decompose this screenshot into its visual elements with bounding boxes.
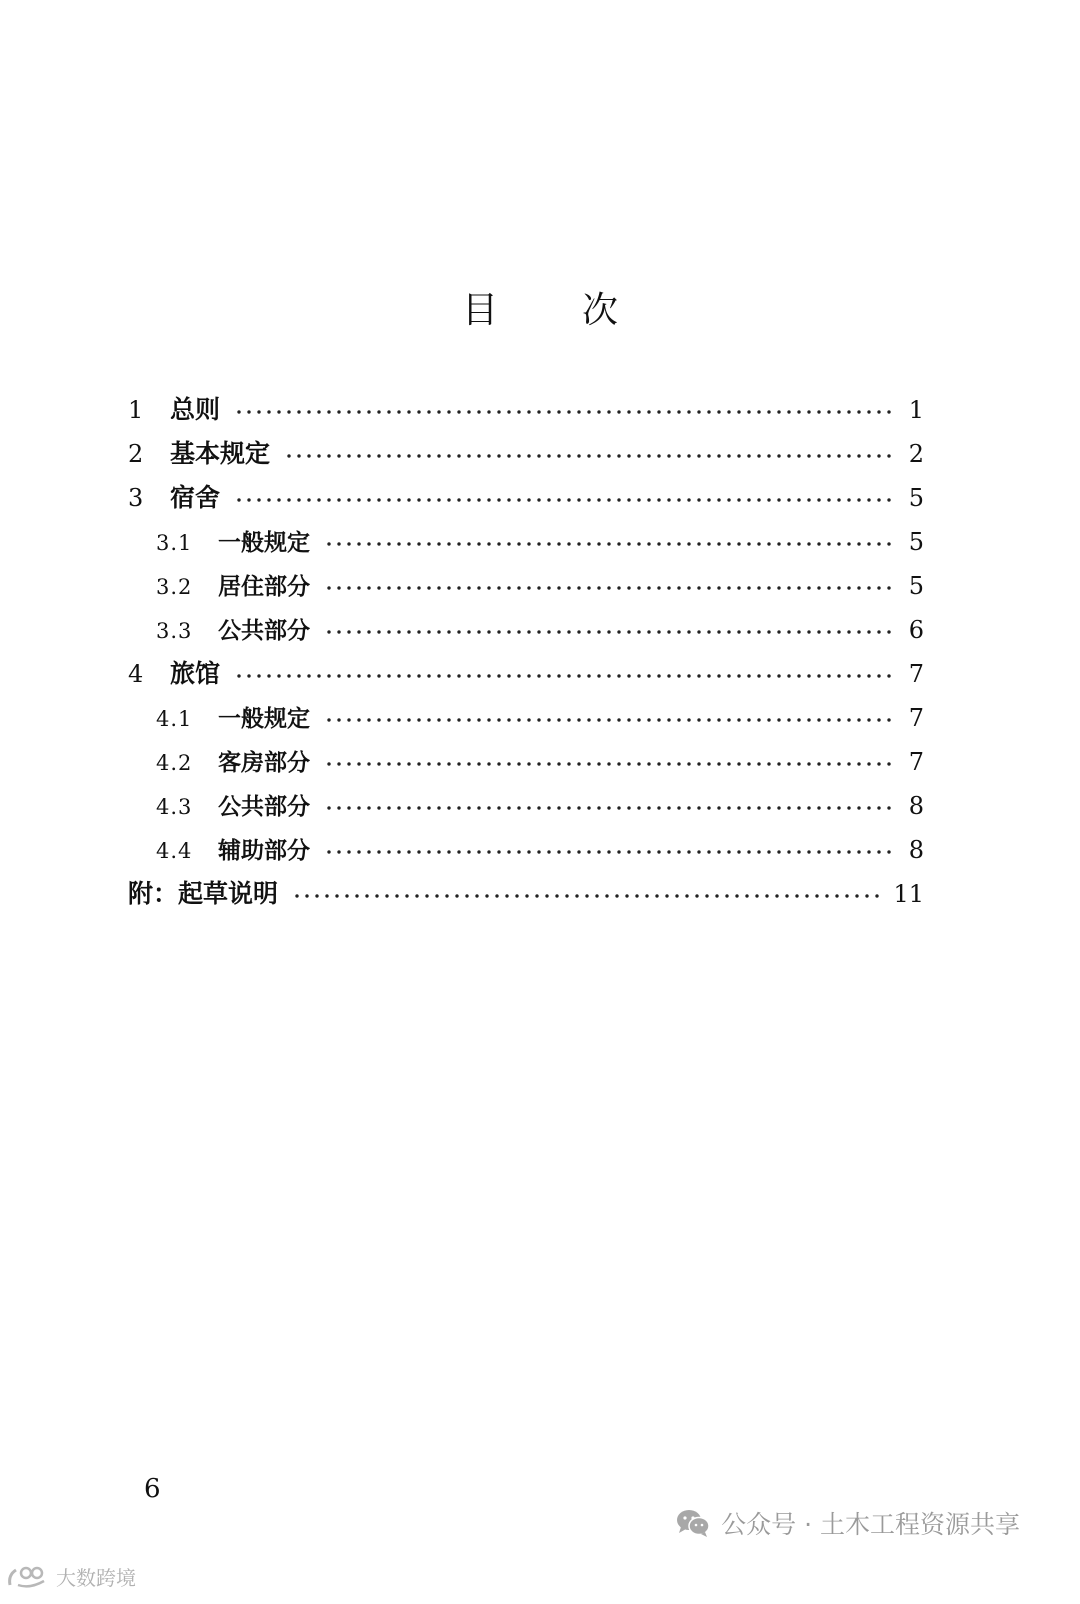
page-number: 6 bbox=[144, 1474, 161, 1504]
toc-entry-page: 8 bbox=[908, 792, 924, 820]
toc-entry-page: 1 bbox=[908, 396, 924, 424]
toc-entry-number: 3.3 bbox=[156, 619, 193, 643]
toc-entry-number: 2 bbox=[128, 440, 144, 468]
toc-entry bbox=[128, 740, 924, 784]
toc-entry-number: 3.2 bbox=[156, 575, 193, 599]
toc-entry-page: 5 bbox=[908, 484, 924, 512]
toc-entry-number: 4.3 bbox=[156, 795, 193, 819]
toc-entry-page: 11 bbox=[893, 880, 924, 908]
title-char-1: 目 bbox=[461, 290, 498, 331]
wechat-icon bbox=[675, 1508, 711, 1538]
toc-leader-dots bbox=[284, 454, 892, 458]
toc-entry-page: 6 bbox=[908, 616, 924, 644]
toc-entry-page: 7 bbox=[908, 704, 924, 732]
toc-entry bbox=[128, 828, 924, 872]
toc-leader-dots bbox=[324, 762, 892, 766]
toc-entry-label: 基本规定 bbox=[170, 439, 271, 468]
toc-entry-number: 4 bbox=[128, 660, 144, 688]
toc-entry-label: 附：起草说明 bbox=[128, 879, 279, 908]
toc-entry-number: 4.2 bbox=[156, 751, 193, 775]
toc-leader-dots bbox=[324, 806, 892, 810]
toc-entry bbox=[128, 520, 924, 564]
toc-entry-label: 居住部分 bbox=[218, 573, 310, 600]
toc-entry-label: 客房部分 bbox=[218, 749, 310, 776]
page-title bbox=[0, 282, 1080, 333]
toc-entry-label: 宿舍 bbox=[170, 483, 221, 512]
watermark-text: 公众号 · 土木工程资源共享 bbox=[721, 1510, 1020, 1539]
toc-leader-dots bbox=[234, 498, 892, 502]
toc-leader-dots bbox=[324, 542, 892, 546]
brand-logo-icon bbox=[6, 1565, 54, 1589]
toc-entry-number: 1 bbox=[128, 396, 144, 424]
toc-entry bbox=[128, 652, 924, 696]
toc-entry bbox=[128, 872, 924, 916]
toc-entry bbox=[128, 608, 924, 652]
toc-entry-label: 公共部分 bbox=[218, 793, 310, 820]
toc-entry-page: 7 bbox=[908, 748, 924, 776]
toc-entry-label: 一般规定 bbox=[218, 705, 310, 732]
toc-entry bbox=[128, 476, 924, 520]
toc-entry-number: 4.1 bbox=[156, 707, 193, 731]
toc-leader-dots bbox=[234, 674, 892, 678]
toc-leader-dots bbox=[234, 410, 892, 414]
toc-entry-label: 公共部分 bbox=[218, 617, 310, 644]
toc-entry-number: 4.4 bbox=[156, 839, 193, 863]
toc-leader-dots bbox=[324, 718, 892, 722]
toc-entry bbox=[128, 432, 924, 476]
toc-leader-dots bbox=[324, 850, 892, 854]
watermark bbox=[675, 1505, 1020, 1541]
toc-entry-number: 3.1 bbox=[156, 531, 193, 555]
toc-entry-page: 7 bbox=[908, 660, 924, 688]
table-of-contents bbox=[128, 388, 924, 916]
toc-leader-dots bbox=[324, 586, 892, 590]
toc-entry-page: 5 bbox=[908, 528, 924, 556]
toc-entry-label: 总则 bbox=[170, 395, 221, 424]
toc-entry bbox=[128, 388, 924, 432]
toc-entry-page: 5 bbox=[908, 572, 924, 600]
toc-entry bbox=[128, 696, 924, 740]
toc-entry-number: 3 bbox=[128, 484, 144, 512]
title-char-2: 次 bbox=[582, 290, 619, 331]
brand-logo-text: 大数跨境 bbox=[56, 1566, 136, 1590]
toc-entry-label: 一般规定 bbox=[218, 529, 310, 556]
toc-entry-label: 辅助部分 bbox=[218, 837, 310, 864]
toc-entry-page: 2 bbox=[908, 440, 924, 468]
toc-leader-dots bbox=[324, 630, 892, 634]
toc-entry bbox=[128, 564, 924, 608]
brand-logo bbox=[6, 1562, 136, 1591]
toc-entry-page: 8 bbox=[908, 836, 924, 864]
toc-entry bbox=[128, 784, 924, 828]
toc-entry-label: 旅馆 bbox=[170, 659, 221, 688]
toc-leader-dots bbox=[292, 894, 883, 898]
